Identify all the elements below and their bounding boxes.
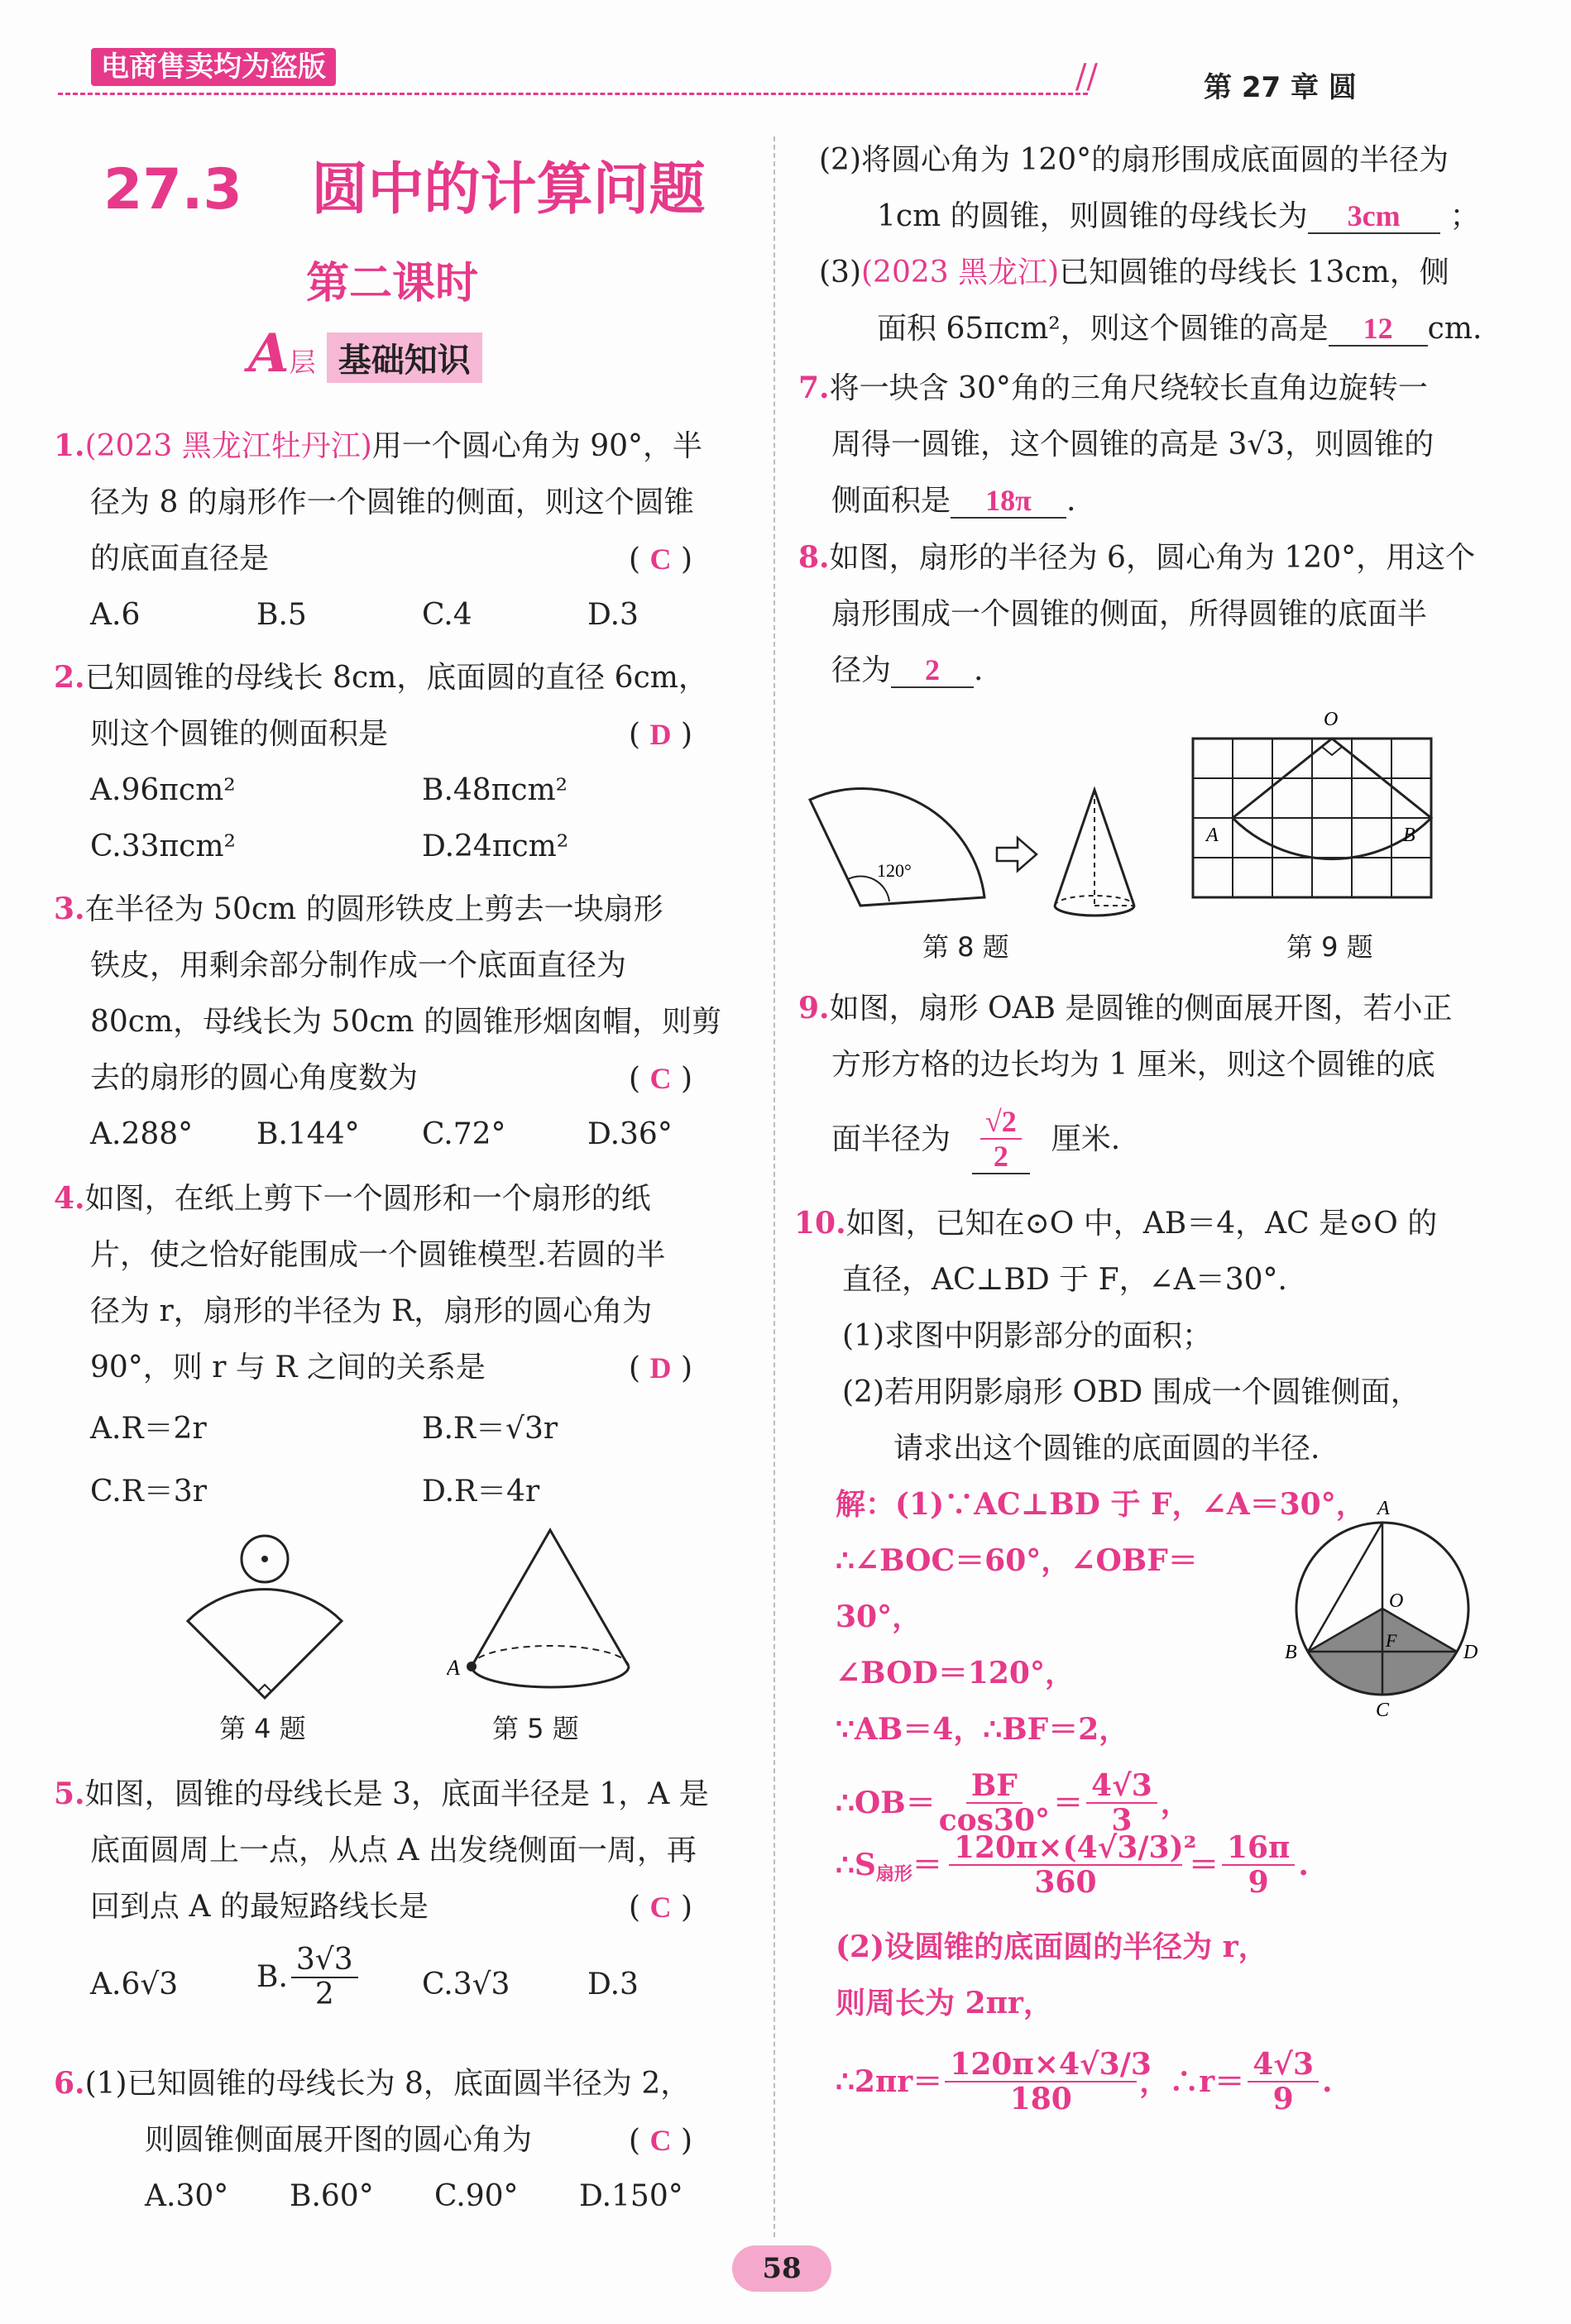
solution-line7: (2)设圆锥的底面圆的半径为 r， (836, 1929, 1268, 1964)
q6-option-c: C.90° (434, 2179, 519, 2213)
fig8-cone-base (1055, 906, 1134, 916)
fig9-right-angle (1322, 747, 1342, 755)
s5-num: BF (966, 1769, 1023, 1804)
solution-line4: ∵AB＝4，∴BF＝2， (836, 1712, 1129, 1747)
q3-line4: 去的扇形的圆心角度数为 (90, 1061, 419, 1095)
q4-line4: 90°，则 r 与 R 之间的关系是 (90, 1351, 486, 1384)
q8-end: . (974, 653, 984, 687)
q6-line1: (1)已知圆锥的母线长为 8，底面圆半径为 2， (84, 2067, 691, 2101)
s9-rnum: 4√3 (1248, 2048, 1319, 2083)
page-number-badge (732, 2245, 831, 2292)
section-title (103, 145, 705, 225)
q5-line3: 回到点 A 的最短路线长是 (90, 1890, 429, 1924)
column-divider (774, 136, 775, 2237)
q1-answer: C (649, 543, 672, 576)
q5-option-d: D.3 (587, 1968, 639, 2001)
q6-number: 6. (54, 2066, 85, 2101)
q5-option-b-num: 3√3 (291, 1944, 358, 1978)
figure-5 (447, 1526, 654, 1704)
q9-answer (972, 1105, 1030, 1174)
question-6-cont (819, 132, 1506, 357)
question-7 (798, 360, 1510, 529)
section-text: 圆中的计算问题 (311, 157, 706, 222)
s6-sub: 扇形 (875, 1863, 912, 1885)
q9-number: 9. (798, 991, 830, 1026)
q9-answer-num: √2 (980, 1105, 1022, 1140)
fig5-base-back (472, 1646, 629, 1666)
figure-9-caption: 第 9 题 (1286, 931, 1373, 963)
q7-number: 7. (798, 371, 830, 405)
s6-num: 120π×(4√3/3)² (949, 1831, 1182, 1866)
header-tag-text: 电商售卖均为盗版 (101, 50, 326, 84)
fig5-label-a: A (447, 1656, 460, 1680)
q5-option-c: C.3√3 (422, 1968, 510, 2001)
s5-rnum: 4√3 (1086, 1769, 1157, 1804)
q6-part2-line2: 1cm 的圆锥，则圆锥的母线长为 (877, 199, 1308, 233)
fig8-angle-label: 120° (877, 860, 912, 881)
q1-line3: 的底面直径是 (90, 542, 270, 576)
q3-line2: 铁皮，用剩余部分制作成一个底面直径为 (90, 949, 627, 983)
solution-line1: 解：(1)∵AC⊥BD 于 F，∠A＝30°， (836, 1487, 1366, 1522)
q5-line2: 底面圆周上一点，从点 A 出发绕侧面一周，再 (90, 1834, 697, 1867)
fig9-grid (1193, 739, 1431, 897)
q6-part3-line1: 已知圆锥的母线长 13cm，侧 (1059, 256, 1449, 289)
q4-option-a: A.R＝2r (90, 1412, 207, 1446)
q9-line1: 如图，扇形 OAB 是圆锥的侧面展开图，若小正 (829, 992, 1453, 1026)
q6-answer1: C (649, 2124, 672, 2157)
q1-option-d: D.3 (587, 598, 639, 632)
s9-rden: 9 (1272, 2082, 1294, 2116)
figure-5-caption: 第 5 题 (492, 1713, 579, 1744)
q2-option-d: D.24πcm² (422, 830, 569, 863)
s6-rden: 9 (1248, 1865, 1269, 1900)
q3-option-c: C.72° (422, 1117, 506, 1151)
fig8-arrow (997, 838, 1037, 871)
solution-block-2 (836, 1828, 1514, 2116)
q5-number: 5. (54, 1776, 85, 1811)
solution-block (836, 1476, 1366, 1838)
figure-8-caption: 第 8 题 (922, 931, 1009, 963)
fig10-label-c: C (1376, 1700, 1390, 1721)
q9-answer-den: 2 (993, 1140, 1008, 1173)
figure-4 (174, 1534, 389, 1700)
q6-option-b: B.60° (290, 2179, 374, 2213)
q6-option-d: D.150° (579, 2179, 683, 2213)
fig10-label-f: F (1386, 1630, 1397, 1651)
q3-option-b: B.144° (256, 1117, 360, 1151)
s6-eq2: ＝ (1188, 1848, 1219, 1882)
fig5-point-a (467, 1662, 477, 1671)
q3-option-d: D.36° (587, 1117, 673, 1151)
s5-prefix: ∴OB＝ (836, 1786, 936, 1820)
question-2: 2.已知圆锥的母线长 8cm，底面圆的直径 6cm， 则这个圆锥的侧面积是 ( D ) A.96πcm² B.48πcm² C.33πcm² D.24πcm² (54, 649, 757, 875)
q10-number: 10. (794, 1206, 846, 1241)
q6-part2-end: ； (1449, 199, 1480, 233)
level-letter: A (248, 323, 290, 385)
q2-option-b: B.48πcm² (422, 773, 568, 807)
q9-line2: 方形方格的边长均为 1 厘米，则这个圆锥的底 (831, 1048, 1435, 1082)
q4-option-c: C.R＝3r (90, 1475, 207, 1509)
q6-part3-end: cm. (1427, 312, 1482, 346)
q4-number: 4. (54, 1181, 85, 1216)
q7-end: . (1066, 484, 1076, 518)
q8-line2: 扇形围成一个圆锥的侧面，所得圆锥的底面半 (831, 597, 1428, 631)
q3-line1: 在半径为 50cm 的圆形铁皮上剪去一块扇形 (84, 892, 663, 926)
q5-option-b-prefix: B. (256, 1960, 288, 1994)
solution-line6 (836, 1828, 1514, 1902)
figure-8 (807, 782, 1146, 922)
s6-eq: ＝ (912, 1848, 942, 1882)
solution-line3: ∠BOD＝120°， (836, 1656, 1075, 1690)
q4-answer: D (649, 1351, 672, 1384)
s9-den: 180 (1009, 2082, 1072, 2116)
s9-mid: ，∴r＝ (1139, 2064, 1245, 2099)
q6-option-a: A.30° (145, 2179, 229, 2213)
q7-line2: 周得一圆锥，这个圆锥的高是 3√3，则圆锥的 (831, 428, 1434, 461)
q2-answer: D (649, 718, 672, 751)
s6-rnum: 16π (1222, 1831, 1295, 1866)
s9-prefix: ∴2πr＝ (836, 2064, 943, 2099)
fig10-label-o: O (1389, 1590, 1404, 1612)
q8-number: 8. (798, 540, 830, 575)
q6-answer2: 3cm (1308, 199, 1440, 234)
q5-line1: 如图，圆锥的母线长是 3，底面半径是 1，A 是 (84, 1777, 709, 1811)
q3-line3: 80cm，母线长为 50cm 的圆锥形烟囱帽，则剪 (90, 1005, 722, 1039)
fig9-label-b: B (1403, 825, 1415, 846)
lesson-subtitle: 第二课时 (306, 259, 479, 308)
q10-line1: 如图，已知在⊙O 中，AB＝4，AC 是⊙O 的 (845, 1207, 1438, 1241)
q8-line1: 如图，扇形的半径为 6，圆心角为 120°，用这个 (829, 541, 1476, 575)
q5-answer: C (649, 1891, 672, 1924)
q9-end: 厘米. (1051, 1122, 1121, 1156)
section-number: 27.3 (103, 157, 242, 222)
fig8-sector (810, 789, 984, 906)
question-3: 3.在半径为 50cm 的圆形铁皮上剪去一块扇形 铁皮，用剩余部分制作成一个底面直径为 80cm，母线长为 50cm 的圆锥形烟囱帽，则剪 去的扇形的圆心角度数为 ( C ) A.288° B.144° C.72° D.36° (54, 881, 757, 1163)
q4-line1: 如图，在纸上剪下一个圆形和一个扇形的纸 (84, 1182, 651, 1216)
header-slash: // (1075, 58, 1098, 96)
q3-answer: C (649, 1062, 672, 1095)
fig4-sector (188, 1590, 342, 1698)
solution-line5 (836, 1769, 1282, 1837)
s5-rden: 3 (1111, 1803, 1133, 1838)
q10-line5: 请求出这个圆锥的底面圆的半径. (893, 1432, 1320, 1466)
q1-line1: 用一个圆心角为 90°，半 (371, 429, 703, 463)
q10-line4: (2)若用阴影扇形 OBD 围成一个圆锥侧面， (842, 1375, 1420, 1409)
q3-option-a: A.288° (90, 1117, 194, 1151)
q6-part3-source: (2023 黑龙江) (861, 256, 1060, 289)
level-name: 基础知识 (327, 332, 482, 383)
q1-number: 1. (54, 428, 85, 463)
solution-line8: 则周长为 2πr， (836, 1986, 1053, 2020)
q4-option-d: D.R＝4r (422, 1475, 540, 1509)
header-tag (91, 48, 336, 86)
s5-post: ， (1160, 1786, 1190, 1820)
s6-post: . (1298, 1848, 1309, 1882)
q5-option-a: A.6√3 (90, 1968, 179, 2001)
fig10-label-a: A (1377, 1498, 1390, 1519)
fig5-base-front (472, 1666, 629, 1687)
q3-number: 3. (54, 892, 85, 926)
q6-part3-prefix: (3) (819, 256, 861, 289)
q1-source: (2023 黑龙江牡丹江) (84, 429, 372, 463)
q2-option-c: C.33πcm² (90, 830, 236, 863)
q1-option-c: C.4 (422, 598, 472, 632)
q7-line3: 侧面积是 (831, 484, 951, 518)
chapter-label: 第 27 章 圆 (1204, 71, 1357, 104)
q8-line3: 径为 (831, 653, 892, 687)
s9-num: 120π×4√3/3 (945, 2048, 1137, 2083)
q6-line2: 则圆锥侧面展开图的圆心角为 (145, 2123, 533, 2157)
figure-4-caption: 第 4 题 (219, 1713, 306, 1744)
s5-eq: ＝ (1053, 1786, 1084, 1820)
q5-option-b-den: 2 (314, 1977, 334, 2011)
level-badge (248, 323, 482, 385)
q4-line2: 片，使之恰好能围成一个圆锥模型.若圆的半 (90, 1238, 666, 1272)
fig9-label-o: O (1324, 709, 1339, 730)
q2-line2: 则这个圆锥的侧面积是 (90, 717, 389, 751)
question-4: 4.如图，在纸上剪下一个圆形和一个扇形的纸 片，使之恰好能围成一个圆锥模型.若圆的半 径为 r，扇形的半径为 R，扇形的圆心角为 90°，则 r 与 R 之间的关系是 ( D ) A.R＝2r B.R＝√3r C.R＝3r D.R＝4r (54, 1170, 757, 1520)
q10-line2: 直径，AC⊥BD 于 F，∠A＝30°. (842, 1263, 1287, 1297)
q6-part3-line2: 面积 65πcm²，则这个圆锥的高是 (877, 312, 1329, 346)
level-char: 层 (289, 347, 316, 378)
q1-option-a: A.6 (90, 598, 141, 632)
q6-part2-line1: (2)将圆心角为 120°的扇形围成底面圆的半径为 (819, 143, 1449, 177)
page-number: 58 (762, 2252, 802, 2285)
solution-line9 (836, 2048, 1514, 2116)
q7-answer: 18π (951, 484, 1066, 519)
q1-option-b: B.5 (256, 598, 307, 632)
question-6: 6.(1)已知圆锥的母线长为 8，底面圆半径为 2， 则圆锥侧面展开图的圆心角为 ( C ) A.30° B.60° C.90° D.150° (54, 2055, 757, 2225)
s5-den: cos30° (938, 1803, 1050, 1838)
q2-option-a: A.96πcm² (90, 773, 236, 807)
q8-answer: 2 (891, 653, 974, 688)
q2-number: 2. (54, 660, 85, 695)
q1-line2: 径为 8 的扇形作一个圆锥的侧面，则这个圆锥 (90, 485, 694, 519)
s9-post: . (1322, 2064, 1333, 2099)
fig4-right-angle (258, 1685, 271, 1691)
fig10-label-d: D (1463, 1642, 1478, 1663)
q5-option-b (256, 1944, 362, 2011)
q2-line1: 已知圆锥的母线长 8cm，底面圆的直径 6cm， (84, 661, 708, 695)
fig9-label-a: A (1206, 825, 1219, 846)
question-8 (798, 529, 1510, 699)
header-line (58, 93, 1088, 95)
question-9 (798, 980, 1510, 1174)
q10-line3: (1)求图中阴影部分的面积； (842, 1319, 1212, 1353)
q6-answer3: 12 (1329, 312, 1428, 347)
fig10-label-b: B (1285, 1642, 1297, 1663)
question-1: 1.(2023 黑龙江牡丹江)用一个圆心角为 90°，半 径为 8 的扇形作一个圆锥的侧面，则这个圆锥 的底面直径是 ( C ) A.6 B.5 C.4 D.3 (54, 418, 757, 643)
q7-line1: 将一块含 30°角的三角尺绕较长直角边旋转一 (829, 371, 1428, 405)
question-5: 5.如图，圆锥的母线长是 3，底面半径是 1，A 是 底面圆周上一点，从点 A 出发绕侧面一周，再 回到点 A 的最短路线长是 ( C ) A.6√3 B. $\frac{3√3}{2}$ C.3√3 D.3 (54, 1766, 757, 2026)
figure-9 (1183, 707, 1439, 906)
solution-line2: ∴∠BOC＝60°，∠OBF＝30°， (836, 1543, 1198, 1634)
q4-line3: 径为 r，扇形的半径为 R，扇形的圆心角为 (90, 1294, 653, 1328)
fig4-center-dot (261, 1556, 268, 1562)
question-10 (794, 1195, 1514, 1477)
s6-den: 360 (1034, 1865, 1097, 1900)
fig9-sector (1233, 739, 1431, 859)
s6-prefix: ∴S (836, 1848, 876, 1882)
q9-line3: 面半径为 (831, 1122, 951, 1156)
q4-option-b: B.R＝√3r (422, 1412, 558, 1446)
